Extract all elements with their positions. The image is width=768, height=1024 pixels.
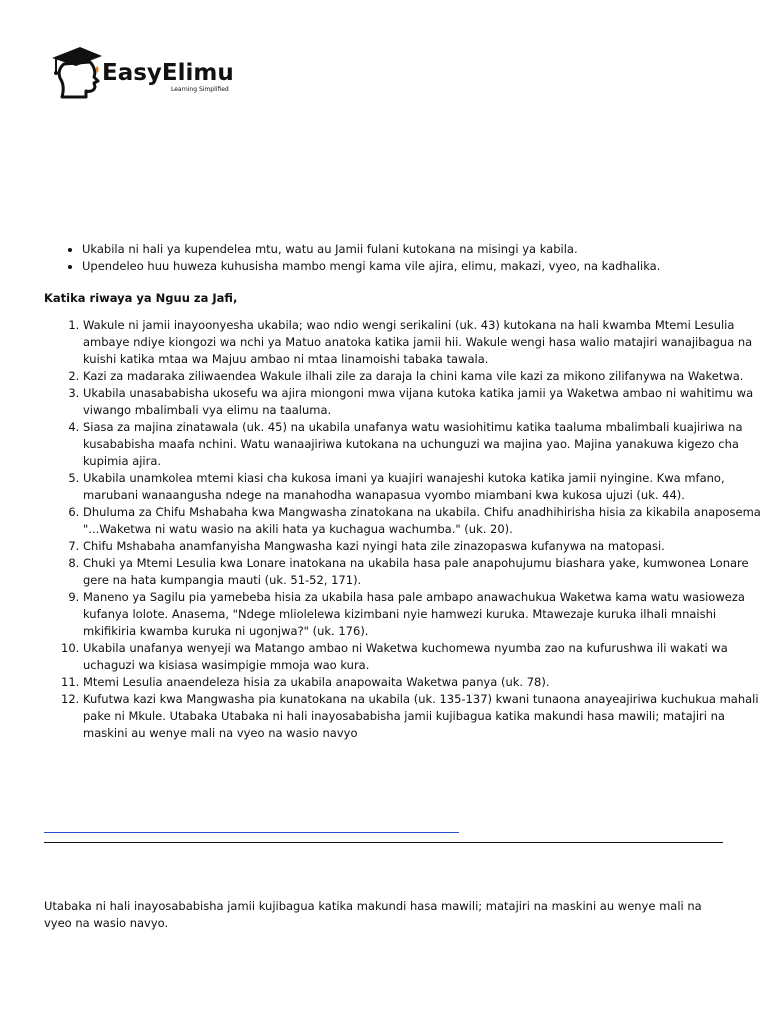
list-item: 9. Maneno ya Sagilu pia yamebeba hisia za ukabila hasa pale ambapo anawachukua Waketwa kama watu wasioweza kufanya lolote. Anasema, "Ndege mliolelewa kizimbani nyie hamwezi kuruka. Mtawezaje kuruka ilhali mnaishi mkifikiria kwamba kuruka ni ugonjwa?" (uk. 176). — [83, 589, 763, 640]
list-item: 2. Kazi za madaraka ziliwaendea Wakule ilhali zile za daraja la chini kama vile kazi za mikono zilifanywa na Waketwa. — [83, 368, 763, 385]
brand-name: EasyElimu — [102, 60, 234, 86]
list-item: 12. Kufutwa kazi kwa Mangwasha pia kunatokana na ukabila (uk. 135-137) kwani tunaona anayeajiriwa kuchukua mahali pake ni Mkule. Utabaka Utabaka ni hali inayosababisha jamii kujibagua katika makundi hasa mawili; matajiri na maskini au wenye mali na vyeo na wasio navyo — [83, 691, 763, 742]
section-divider — [44, 842, 723, 843]
section-heading: Katika riwaya ya Nguu za Jafi, — [44, 291, 238, 305]
list-item: 7. Chifu Mshabaha anamfanyisha Mangwasha kazi nyingi hata zile zinazopaswa kufanywa na matopasi. — [83, 538, 763, 555]
utabaka-definition: Utabaka ni hali inayosababisha jamii kujibagua katika makundi hasa mawili; matajiri na maskini au wenye mali na vyeo na wasio navyo. — [44, 899, 702, 930]
list-item: • Ukabila ni hali ya kupendelea mtu, watu au Jamii fulani kutokana na misingi ya kabila. — [82, 241, 768, 258]
list-item: 3. Ukabila unasababisha ukosefu wa ajira miongoni mwa vijana kutoka katika jamii ya Waketwa ambao ni wahitimu wa viwango mbalimbali vya elimu na taaluma. — [83, 385, 763, 419]
list-item: 8. Chuki ya Mtemi Lesulia kwa Lonare inatokana na ukabila hasa pale anapohujumu biashara yake, kumwonea Lonare gere na hata kumpangia mauti (uk. 51-52, 171). — [83, 555, 763, 589]
list-item: • Upendeleo huu huweza kuhusisha mambo mengi kama vile ajira, elimu, makazi, vyeo, na kadhalika. — [82, 258, 768, 275]
list-item: 6. Dhuluma za Chifu Mshabaha kwa Mangwasha zinatokana na ukabila. Chifu anadhihirisha hisia za kikabila anaposema "...Waketwa ni watu wasio na akili hata ya kuchagua wachumba." (uk. 20). — [83, 504, 763, 538]
numbered-points-list — [44, 317, 763, 742]
list-item: 5. Ukabila unamkolea mtemi kiasi cha kukosa imani ya kuajiri wanajeshi kutoka katika jamii nyingine. Kwa mfano, marubani wanaangusha ndege na manahodha wanapasua vyombo miambani kwa kukosa ujuzi (uk. 44). — [83, 470, 763, 504]
intro-bullet-list — [44, 241, 768, 275]
list-item: 11. Mtemi Lesulia anaendeleza hisia za ukabila anapowaita Waketwa panya (uk. 78). — [83, 674, 763, 691]
list-item: 1. Wakule ni jamii inayoonyesha ukabila; wao ndio wengi serikalini (uk. 43) kutokana na hali kwamba Mtemi Lesulia ambaye ndiye kiongozi wa nchi ya Matuo anatoka katika jamii hii. Wakule wengi hasa walio matajiri wanajibagua na kuishi katika mtaa wa Majuu ambao ni mtaa linamoishi tabaka tawala. — [83, 317, 763, 368]
graduation-cap-head-icon — [50, 44, 110, 100]
list-item: 10. Ukabila unafanya wenyeji wa Matango ambao ni Waketwa kuchomewa nyumba zao na kufurushwa ili wakati wa uchaguzi wa kisiasa wasimpigie mmoja wao kura. — [83, 640, 763, 674]
link-underline-rule[interactable] — [44, 832, 459, 833]
brand-tagline: Learning Simplified — [171, 86, 229, 93]
list-item: 4. Siasa za majina zinatawala (uk. 45) na ukabila unafanya watu wasiohitimu katika taaluma mbalimbali kuajiriwa na kusababisha maafa nchini. Watu wanaajiriwa kutokana na uchunguzi wa majina yao. Majina yanakuwa kigezo cha kupimia ajira. — [83, 419, 763, 470]
easyelimu-logo — [50, 44, 250, 100]
